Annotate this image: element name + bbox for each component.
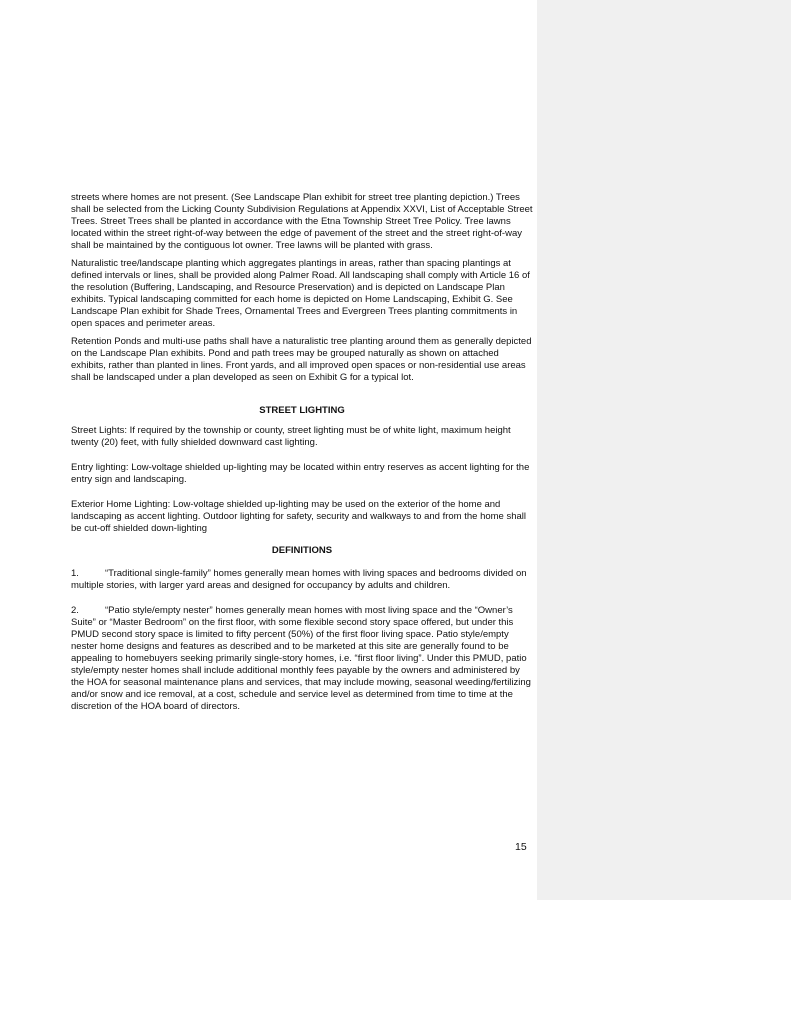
- heading-street-lighting: STREET LIGHTING: [259, 405, 345, 416]
- paragraph-street-lights: Street Lights: If required by the township or county, street lighting must be of white light, maximum height twenty (20) feet, with fully shielded downward cast lighting.: [71, 425, 511, 448]
- definition-number: 1.: [71, 568, 79, 579]
- definition-item: [71, 605, 533, 713]
- definition-item: [71, 568, 533, 592]
- definition-number: 2.: [71, 605, 79, 616]
- definition-text: “Traditional single-family” homes generally mean homes with living spaces and bedrooms divided on multiple stories, with larger yard areas and designed for occupancy by adults and children.: [71, 568, 527, 591]
- paragraph-retention-ponds: Retention Ponds and multi-use paths shall have a naturalistic tree planting around them as generally depicted on the Landscape Plan exhibits. Pond and path trees may be grouped naturally as shown on attached exhibits, rather than planted in lines. Front yards, and all improved open spaces or non-residential use areas shall be landscaped under a plan developed as seen on Exhibit G for a typical lot.: [71, 336, 532, 383]
- page-number: 15: [515, 841, 527, 853]
- paragraph-entry-lighting: Entry lighting: Low-voltage shielded up-lighting may be located within entry reserves as accent lighting for the entry sign and landscaping.: [71, 462, 530, 485]
- paragraph-exterior-home-lighting: Exterior Home Lighting: Low-voltage shielded up-lighting may be used on the exterior of the home and landscaping as accent lighting. Outdoor lighting for safety, security and walkways to and from the home shall be cut-off shielded down-lighting: [71, 499, 527, 534]
- paragraph-street-trees: streets where homes are not present. (See Landscape Plan exhibit for street tree planting depiction.) Trees shall be selected from the Licking County Subdivision Regulations at Appendix XXVI, List of Acceptable Street Trees. Street Trees shall be planted in accordance with the Etna Township Street Tree Policy. Tree lawns located within the street right-of-way between the edge of pavement of the street and the street right-of-way shall be maintained by the contiguous lot owner. Tree lawns will be planted with grass.: [71, 192, 533, 251]
- heading-definitions: DEFINITIONS: [271, 545, 333, 556]
- page-body: [71, 192, 533, 719]
- definition-text: “Patio style/empty nester” homes generally mean homes with most living space and the “Owner’s Suite” or “Master Bedroom” on the first floor, with some flexible second story space offered, but under this PMUD second story space is limited to fifty percent (50%) of the first floor living space. Patio style/empty nester home designs and features as described and to be marketed at this site are generally found to be appealing to homebuyers seeking primarily single-story homes, i.e. “first floor living”. Under this PMUD, patio style/empty nester homes shall include additional monthly fees payable by the owners and administered by the HOA for seasonal maintenance plans and services, that may include mowing, seasonal weeding/fertilizing and/or snow and ice removal, at a cost, schedule and service level as determined from time to time at the discretion of the HOA board of directors.: [71, 605, 531, 712]
- paragraph-naturalistic-planting: Naturalistic tree/landscape planting which aggregates plantings in areas, rather than spacing plantings at defined intervals or lines, shall be provided along Palmer Road. All landscaping shall comply with Article 16 of the resolution (Buffering, Landscaping, and Resource Preservation) and is depicted on Landscape Plan exhibits. Typical landscaping committed for each home is depicted on Home Landscaping, Exhibit G. See Landscape Plan exhibit for Shade Trees, Ornamental Trees and Evergreen Trees planting commitments in open spaces and perimeter areas.: [71, 258, 530, 329]
- comment-pane: [537, 0, 791, 900]
